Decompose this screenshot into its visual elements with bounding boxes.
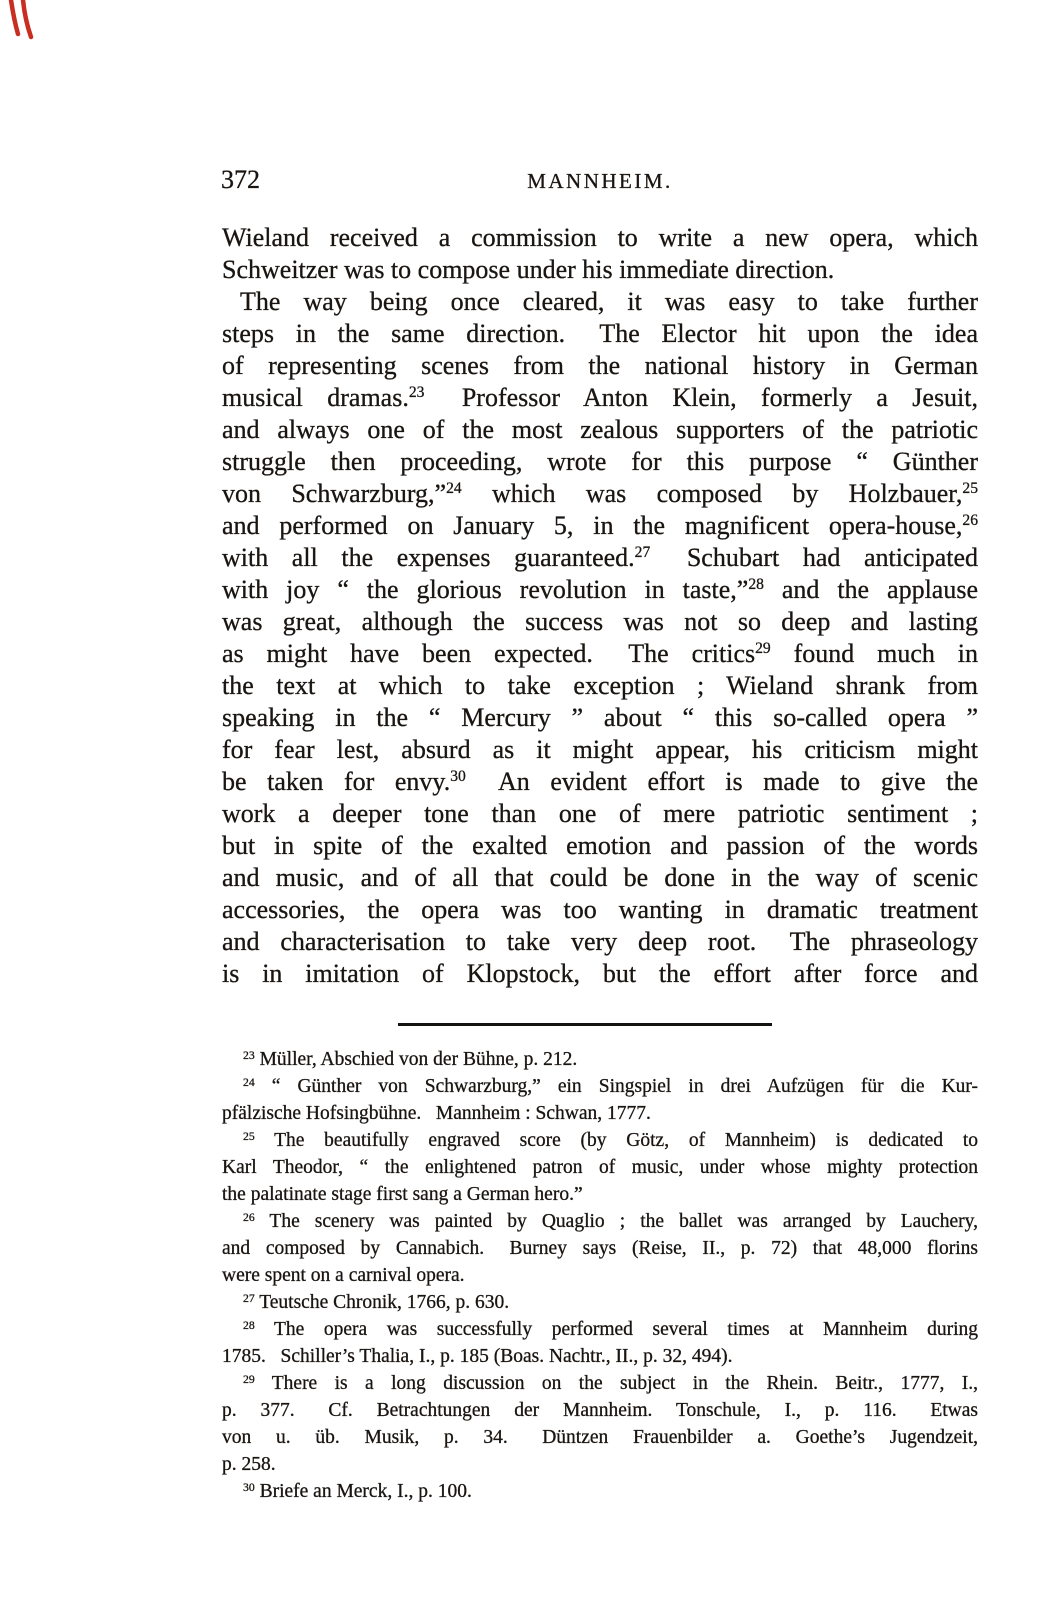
text-line: The way being once cleared, it was easy to take further: [240, 287, 978, 316]
text-line: p. 377. Cf. Betrachtungen der Mannheim. Tonschule, I., p. 116. Etwas: [222, 1400, 978, 1421]
text-line: $^{30}$ Briefe an Merck, I., p. 100.: [243, 1480, 472, 1502]
text-line: accessories, the opera was too wanting in dramatic treatment: [222, 895, 978, 924]
text-line: p. 258.: [222, 1454, 276, 1475]
text-line: and characterisation to take very deep root. The phraseology: [222, 927, 978, 956]
text-line: pfälzische Hofsingbühne. Mannheim : Schwan, 1777.: [222, 1103, 651, 1124]
red-pen-stroke: [23, 0, 31, 37]
text-line: $^{26}$ The scenery was painted by Quaglio ; the ballet was arranged by Lauchery,: [243, 1210, 978, 1232]
text-line: Wieland received a commission to write a new opera, which: [222, 223, 978, 252]
text-line: and music, and of all that could be done in the way of scenic: [222, 863, 978, 892]
text-line: speaking in the “ Mercury ” about “ this so-called opera ”: [222, 703, 978, 732]
text-line: von Schwarzburg,”$^{24}$ which was composed by Holzbauer,$^{25}$: [222, 479, 979, 508]
text-line: with all the expenses guaranteed.$^{27}$ Schubart had anticipated: [222, 543, 978, 572]
text-line: $^{29}$ There is a long discussion on the subject in the Rhein. Beitr., 1777, I.,: [243, 1372, 978, 1394]
text-line: struggle then proceeding, wrote for this purpose “ Günther: [222, 447, 978, 476]
text-line: work a deeper tone than one of mere patriotic sentiment ;: [222, 799, 978, 828]
red-pen-mark-icon: [2, 0, 44, 46]
text-line: the text at which to take exception ; Wieland shrank from: [222, 671, 978, 700]
text-line: is in imitation of Klopstock, but the effort after force and: [222, 959, 978, 988]
text-line: as might have been expected. The critics$^{29}$ found much in: [222, 639, 978, 668]
text-line: $^{27}$ Teutsche Chronik, 1766, p. 630.: [243, 1291, 510, 1313]
text-line: $^{23}$ Müller, Abschied von der Bühne, p. 212.: [243, 1048, 578, 1070]
footnote-divider: [398, 1023, 772, 1026]
text-line: with joy “ the glorious revolution in taste,”$^{28}$ and the applause: [222, 575, 978, 604]
text-line: and always one of the most zealous supporters of the patriotic: [222, 415, 978, 444]
running-header: MANNHEIM.: [527, 169, 673, 193]
text-line: and performed on January 5, in the magnificent opera-house,$^{26}$: [222, 511, 978, 540]
body-text: [222, 222, 978, 990]
red-pen-stroke: [11, 0, 18, 34]
text-line: steps in the same direction. The Elector hit upon the idea: [222, 319, 978, 348]
text-line: be taken for envy.$^{30}$ An evident effort is made to give the: [222, 767, 978, 796]
footnotes: [222, 1046, 978, 1505]
text-line: Schweitzer was to compose under his immediate direction.: [222, 255, 835, 284]
text-line: and composed by Cannabich. Burney says (Reise, II., p. 72) that 48,000 florins: [222, 1238, 978, 1259]
text-line: $^{24}$ “ Günther von Schwarzburg,” ein Singspiel in drei Aufzügen für die Kur-: [243, 1075, 978, 1097]
text-line: von u. üb. Musik, p. 34. Düntzen Frauenbilder a. Goethe’s Jugendzeit,: [222, 1427, 978, 1448]
text-line: were spent on a carnival opera.: [222, 1265, 465, 1286]
text-line: for fear lest, absurd as it might appear, his criticism might: [222, 735, 978, 764]
text-line: $^{25}$ The beautifully engraved score (by Götz, of Mannheim) is dedicated to: [243, 1129, 978, 1151]
text-line: the palatinate stage first sang a German hero.”: [222, 1184, 583, 1205]
text-line: 1785. Schiller’s Thalia, I., p. 185 (Boas. Nachtr., II., p. 32, 494).: [222, 1346, 733, 1367]
text-line: of representing scenes from the national history in German: [222, 351, 978, 380]
text-line: but in spite of the exalted emotion and passion of the words: [222, 831, 978, 860]
text-line: was great, although the success was not so deep and lasting: [222, 607, 978, 636]
text-line: $^{28}$ The opera was successfully performed several times at Mannheim during: [243, 1318, 978, 1340]
text-line: Karl Theodor, “ the enlightened patron of music, under whose mighty protection: [222, 1157, 978, 1178]
text-line: musical dramas.$^{23}$ Professor Anton Klein, formerly a Jesuit,: [222, 383, 979, 412]
page-number: 372: [221, 165, 260, 194]
